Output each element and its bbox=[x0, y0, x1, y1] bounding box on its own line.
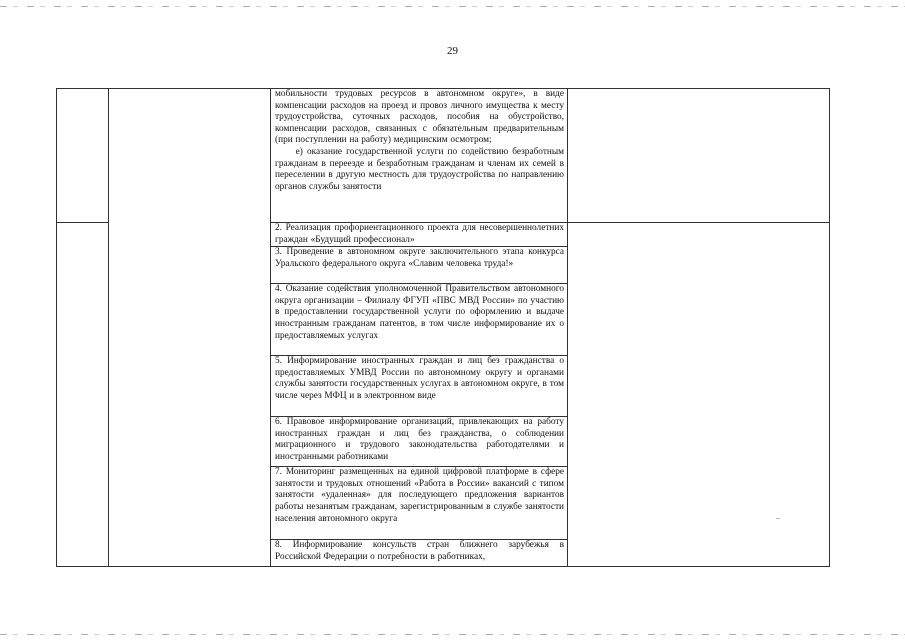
table-cell-measure bbox=[271, 223, 568, 247]
measure-text: 5. Информирование иностранных граждан и лиц без гражданства о предоставляемых УМВД России по автономному округу и органами службы занятости государственных услугах в автономном округе, в том числе через МФЦ и в электронном виде bbox=[275, 356, 564, 401]
measure-text: 4. Оказание содействия уполномоченной Правительством автономного округа организации – Филиалу ФГУП «ПВС МВД России» по участию в предоставлении государственной услуги по оформлению и выдаче иностранным гражданам патентов, в том числе информирование их о предоставляемых услугах bbox=[275, 284, 564, 341]
table-row bbox=[57, 89, 830, 223]
measure-text: 8. Информирование консульств стран ближнего зарубежья в Российской Федерации о потребности в работниках, bbox=[275, 540, 564, 562]
table-cell-measure bbox=[271, 89, 568, 223]
table-cell-measure bbox=[271, 540, 568, 567]
table-cell-measure bbox=[271, 284, 568, 356]
measure-text: мобильности трудовых ресурсов в автономном округе», в виде компенсации расходов на проезд и провоз личного имущества к месту трудоустройства, суточных расходов, пособия на обустройство, компенсации расходов, связанных с обязательным предварительным (при поступлении на работу) медицинским осмотром; е) оказание государственной услуги по содействию безработным гражданам в переезде и безработным гражданам и членам их семей в переселении в другую местность для трудоустройства по направлению органов службы занятости bbox=[275, 89, 564, 192]
table-cell-task bbox=[109, 89, 271, 567]
table-cell-number bbox=[57, 89, 109, 223]
page-number: 29 bbox=[447, 45, 458, 57]
scan-bottom-edge bbox=[0, 634, 905, 635]
scan-speck bbox=[776, 518, 780, 519]
measure-text: 6. Правовое информирование организаций, привлекающих на работу иностранных граждан и лиц без гражданства, о соблюдении миграционного и трудового законодательства работодателями и иностранными работниками bbox=[275, 417, 564, 462]
scan-top-edge bbox=[0, 6, 905, 7]
table-cell-measure bbox=[271, 417, 568, 467]
measure-text: 7. Мониторинг размещенных на единой цифровой платформе в сфере занятости и трудовых отношений «Работа в России» вакансий с типом занятости «удаленная» для последующего предложения вариантов работы незанятым гражданам, зарегистрированным в службе занятости населения автономного округа bbox=[275, 467, 564, 524]
table-cell-measure bbox=[271, 247, 568, 284]
table-cell-result bbox=[568, 89, 830, 223]
document-table bbox=[56, 88, 829, 567]
table-cell-result bbox=[568, 223, 830, 567]
table-cell-number bbox=[57, 223, 109, 567]
measure-text: 3. Проведение в автономном округе заключительного этапа конкурса Уральского федерального округа «Славим человека труда!» bbox=[275, 247, 564, 269]
table-cell-measure bbox=[271, 467, 568, 540]
table-cell-measure bbox=[271, 356, 568, 417]
measure-text: 2. Реализация профориентационного проекта для несовершеннолетних граждан «Будущий профессионал» bbox=[275, 223, 564, 245]
